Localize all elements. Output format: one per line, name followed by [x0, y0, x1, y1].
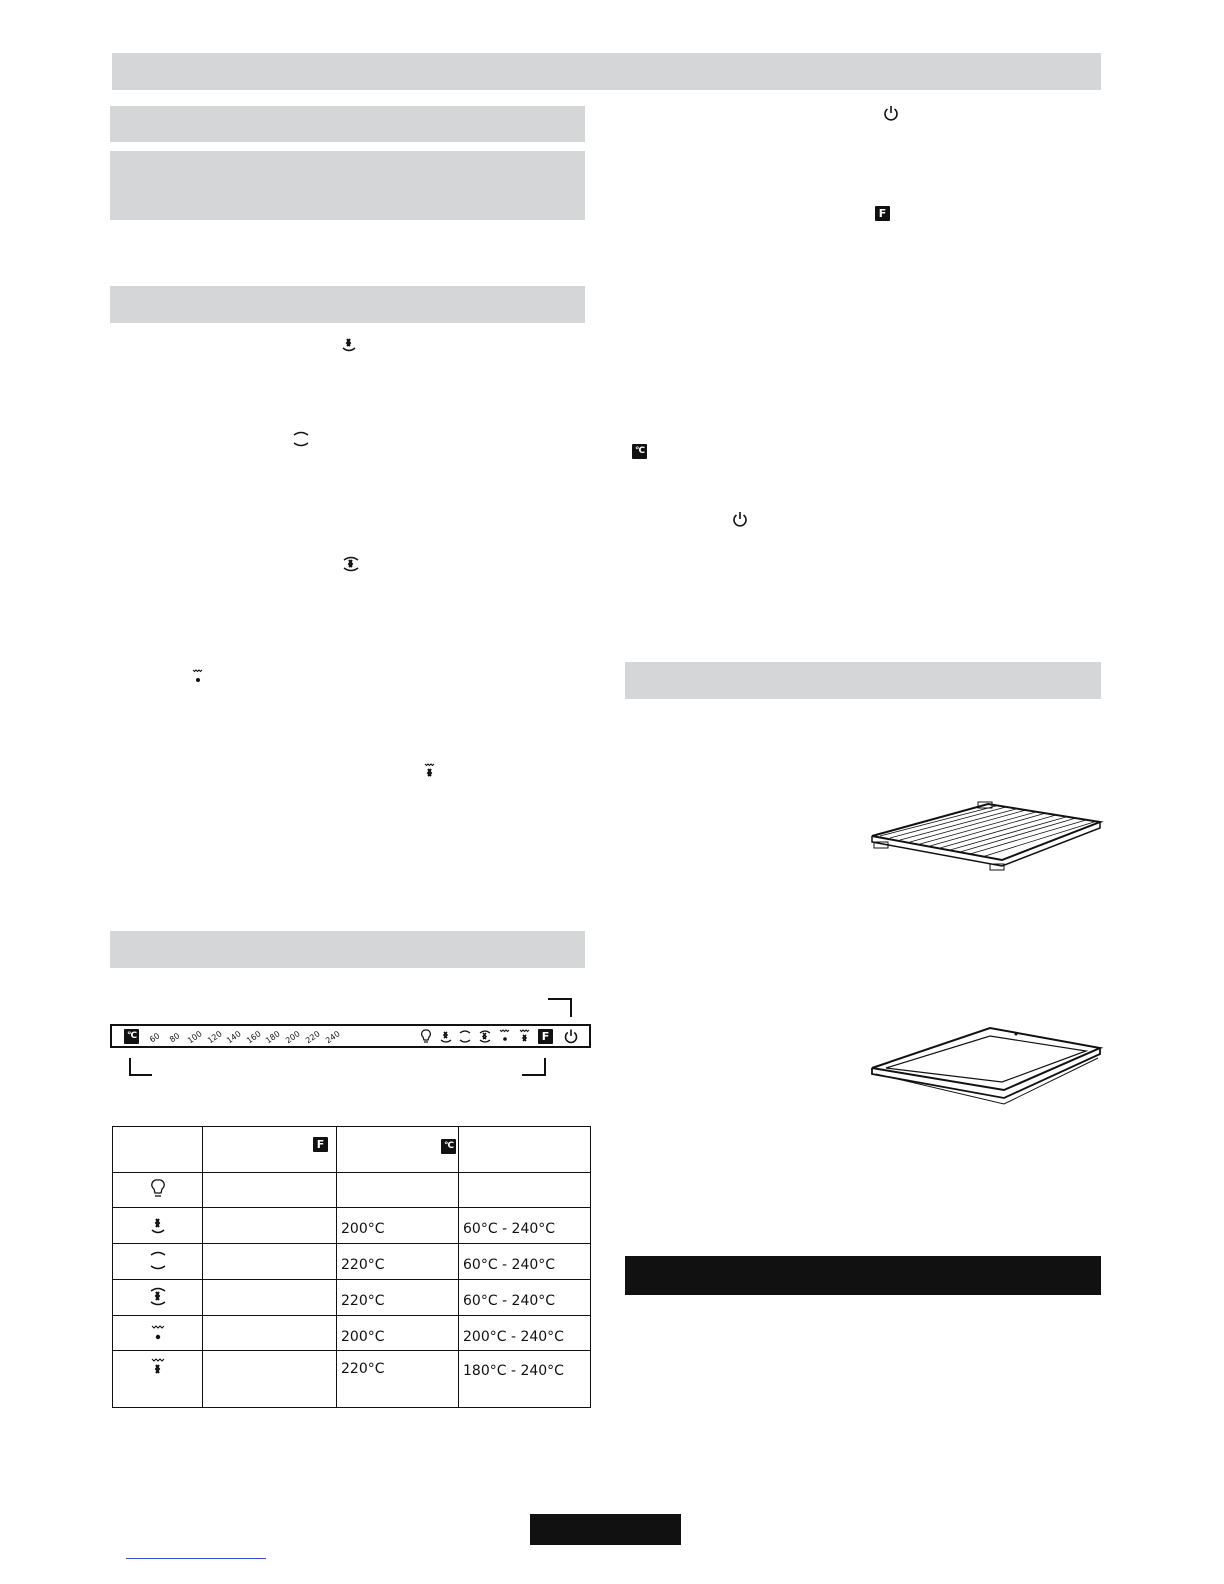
table-cell-range	[459, 1280, 591, 1316]
top-bottom-heat-icon[interactable]	[458, 1029, 472, 1045]
table-cell	[203, 1208, 337, 1244]
temp-scale-160[interactable]: 160	[245, 1029, 263, 1046]
temp-scale-80[interactable]: 80	[168, 1031, 182, 1045]
temp-scale-180[interactable]: 180	[264, 1029, 282, 1046]
temp-range: 60°C - 240°C	[463, 1257, 556, 1273]
section-header-band-3	[110, 286, 585, 323]
table-row-icon-cell	[113, 1316, 203, 1351]
table-cell	[203, 1173, 337, 1208]
table-cell-range	[459, 1208, 591, 1244]
table-row	[113, 1316, 591, 1351]
temp-scale-120[interactable]: 120	[206, 1029, 224, 1046]
table-cell-range	[459, 1316, 591, 1351]
section-header-band-2	[110, 151, 585, 220]
table-cell-range	[459, 1173, 591, 1208]
preset-temp: 220°C	[341, 1257, 385, 1273]
degree-c-box-icon[interactable]: °C	[124, 1029, 139, 1044]
degree-c-box-icon: °C	[441, 1139, 456, 1154]
table-row	[113, 1280, 591, 1316]
f-box-icon: F	[313, 1137, 328, 1152]
fan-top-bottom-heat-icon[interactable]	[478, 1029, 492, 1045]
table-cell	[203, 1244, 337, 1280]
section-header-band-4	[110, 931, 585, 968]
power-icon[interactable]	[563, 1028, 579, 1044]
grill-icon	[190, 668, 206, 684]
table-header-cell	[459, 1127, 591, 1173]
fan-grill-icon	[422, 762, 438, 780]
fan-bottom-heat-icon[interactable]	[439, 1029, 453, 1045]
table-row	[113, 1173, 591, 1208]
table-row	[113, 1351, 591, 1408]
table-row	[113, 1244, 591, 1280]
preset-temp: 220°C	[341, 1293, 385, 1309]
degree-c-box-icon: °C	[632, 444, 647, 459]
temp-range: 200°C - 240°C	[463, 1329, 564, 1345]
lamp-icon	[113, 1173, 202, 1201]
temp-scale-60[interactable]: 60	[148, 1031, 162, 1045]
table-cell-preset	[337, 1351, 459, 1408]
lamp-icon[interactable]	[420, 1029, 432, 1045]
table-cell-preset	[337, 1173, 459, 1208]
table-cell-range	[459, 1351, 591, 1408]
top-bottom-heat-icon	[292, 430, 310, 448]
table-cell	[203, 1351, 337, 1408]
f-box-icon: F	[875, 206, 890, 221]
temp-scale-140[interactable]: 140	[225, 1029, 243, 1046]
fan-top-bottom-heat-icon	[113, 1280, 202, 1308]
temp-range: 60°C - 240°C	[463, 1293, 556, 1309]
table-cell	[203, 1280, 337, 1316]
table-cell-preset	[337, 1208, 459, 1244]
temp-scale-220[interactable]: 220	[304, 1029, 322, 1046]
power-icon	[882, 104, 900, 122]
page-header-band	[112, 53, 1101, 90]
preset-temp: 200°C	[341, 1221, 385, 1237]
temp-scale-240[interactable]: 240	[324, 1029, 342, 1046]
temp-range: 60°C - 240°C	[463, 1221, 556, 1237]
fan-top-bottom-heat-icon	[342, 555, 360, 573]
wire-shelf-illustration	[866, 800, 1104, 872]
power-icon	[731, 510, 749, 528]
table-header-cell	[203, 1127, 337, 1173]
cooking-modes-table	[112, 1126, 591, 1408]
table-row-icon-cell	[113, 1208, 203, 1244]
fan-grill-icon[interactable]	[518, 1028, 532, 1045]
grill-icon	[113, 1316, 202, 1342]
temp-scale-200[interactable]: 200	[284, 1029, 302, 1046]
callout-corner-top-right	[548, 998, 574, 1018]
temp-range: 180°C - 240°C	[463, 1363, 564, 1379]
table-header-cell	[337, 1127, 459, 1173]
callout-corner-bottom-left	[128, 1058, 154, 1078]
table-row	[113, 1208, 591, 1244]
fan-bottom-heat-icon	[340, 335, 358, 353]
table-header-row	[113, 1127, 591, 1173]
table-row-icon-cell	[113, 1351, 203, 1408]
fan-bottom-heat-icon	[113, 1208, 202, 1236]
temp-scale-100[interactable]: 100	[186, 1029, 204, 1046]
top-bottom-heat-icon	[113, 1244, 202, 1272]
grill-icon[interactable]	[498, 1028, 512, 1044]
preset-temp: 220°C	[341, 1361, 385, 1377]
section-header-band-5	[625, 662, 1101, 699]
section-header-band-dark	[625, 1256, 1101, 1295]
table-cell	[203, 1316, 337, 1351]
control-panel	[110, 1024, 591, 1048]
f-box-icon[interactable]: F	[538, 1029, 553, 1044]
table-row-icon-cell	[113, 1244, 203, 1280]
table-cell-preset	[337, 1280, 459, 1316]
page-number-box	[530, 1514, 681, 1545]
section-header-band-1	[110, 106, 585, 142]
footer-link-underline[interactable]	[126, 1558, 266, 1559]
table-cell-preset	[337, 1316, 459, 1351]
table-row-icon-cell	[113, 1173, 203, 1208]
callout-corner-bottom-right	[522, 1058, 548, 1078]
table-cell-preset	[337, 1244, 459, 1280]
table-row-icon-cell	[113, 1280, 203, 1316]
fan-grill-icon	[113, 1351, 202, 1379]
table-cell-range	[459, 1244, 591, 1280]
baking-tray-illustration	[866, 1024, 1104, 1108]
table-header-cell	[113, 1127, 203, 1173]
preset-temp: 200°C	[341, 1329, 385, 1345]
